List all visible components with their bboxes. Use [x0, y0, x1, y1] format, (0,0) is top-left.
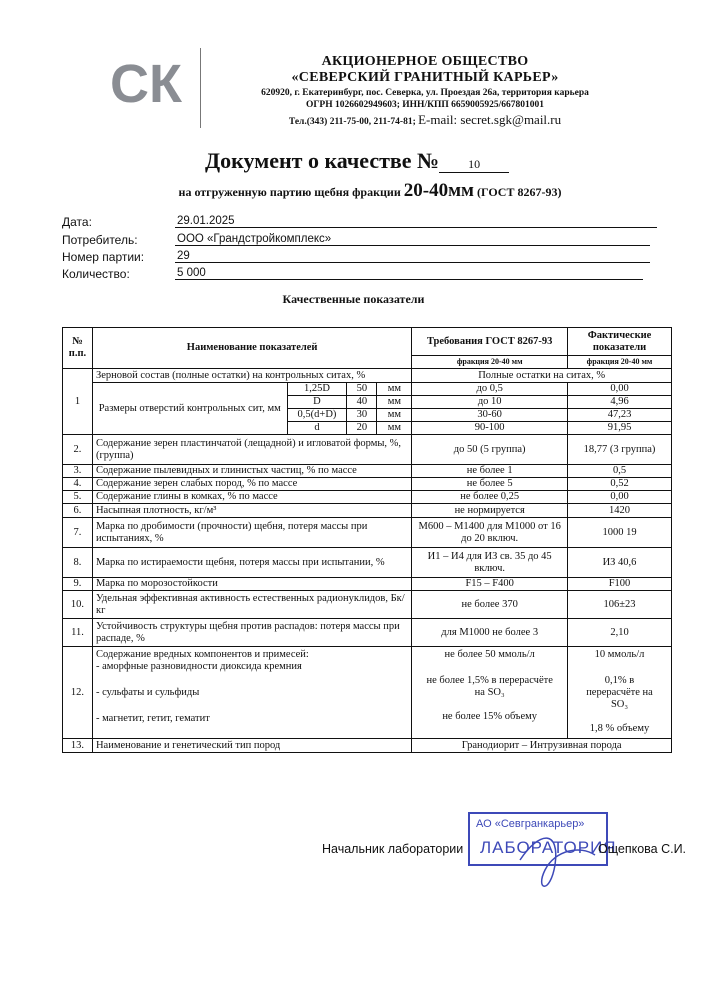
- sieves-label: Размеры отверстий контрольных сит, мм: [92, 383, 287, 435]
- customer-label: Потребитель:: [62, 233, 138, 247]
- row-actual: 2,10: [568, 619, 672, 647]
- row-num: 9.: [63, 578, 93, 591]
- table-row: [63, 578, 672, 591]
- row-num: 10.: [63, 591, 93, 619]
- sieve-unit: мм: [377, 409, 412, 422]
- row-num: 11.: [63, 619, 93, 647]
- row-requirement: F15 – F400: [412, 578, 568, 591]
- logo-text: СК: [110, 54, 182, 112]
- sieve-actual: 4,96: [568, 396, 672, 409]
- row-name: Содержание зерен пластинчатой (лещадной) и игловатой формы, %, (группа): [92, 435, 411, 465]
- row-requirement: М600 – М1400 для М1000 от 16 до 20 включ.: [412, 518, 568, 548]
- document-number: 10: [439, 157, 509, 173]
- sieve-requirement: до 0,5: [412, 383, 568, 396]
- table-row: [63, 548, 672, 578]
- header-requirements-fraction: фракция 20-40 мм: [412, 356, 568, 369]
- sieve-actual: 47,23: [568, 409, 672, 422]
- sieve-actual: 0,00: [568, 383, 672, 396]
- row-requirement: не более 370: [412, 591, 568, 619]
- sieve-unit: мм: [377, 422, 412, 435]
- header-divider: [200, 48, 201, 128]
- sieve-requirement: до 10: [412, 396, 568, 409]
- harmful-components-title: Содержание вредных компонентов и примесей:: [95, 649, 309, 660]
- row-actual: 106±23: [568, 591, 672, 619]
- row-num: 3.: [63, 465, 93, 478]
- sieve-requirement: 30-60: [412, 409, 568, 422]
- row-value: Гранодиорит – Интрузивная порода: [412, 739, 672, 753]
- sieve-size: 0,5(d+D): [287, 409, 347, 422]
- row-num: 5.: [63, 491, 93, 504]
- row-name: Содержание глины в комках, % по массе: [92, 491, 411, 504]
- harmful-req-sulfates: не более 1,5% в перерасчёте на SO₃: [426, 675, 553, 698]
- row-name: Наименование и генетический тип пород: [92, 739, 411, 753]
- row-name: Марка по дробимости (прочности) щебня, потеря массы при испытаниях, %: [92, 518, 411, 548]
- header-num: № п.п.: [63, 328, 93, 369]
- table-row: [63, 647, 672, 739]
- date-label: Дата:: [62, 215, 92, 229]
- row-actual: ИЗ 40,6: [568, 548, 672, 578]
- row-requirement: не нормируется: [412, 504, 568, 518]
- row-name: Зерновой состав (полные остатки) на контрольных ситах, %: [92, 369, 411, 383]
- sieve-row: [63, 383, 672, 396]
- table-row: [63, 619, 672, 647]
- sieve-size: d: [287, 422, 347, 435]
- signatory-position: Начальник лаборатории: [322, 842, 464, 856]
- quantity-value: 5 000: [175, 267, 643, 280]
- sieve-unit: мм: [377, 396, 412, 409]
- row-name: Удельная эффективная активность естественных радионуклидов, Бк/кг: [92, 591, 411, 619]
- sieve-mm: 20: [347, 422, 377, 435]
- row-actual: 1420: [568, 504, 672, 518]
- sieve-mm: 30: [347, 409, 377, 422]
- section-title: Качественные показатели: [282, 292, 425, 306]
- row-num: 1: [63, 369, 93, 435]
- company-name: «СЕВЕРСКИЙ ГРАНИТНЫЙ КАРЬЕР»: [291, 70, 559, 85]
- row-name: Марка по морозостойкости: [92, 578, 411, 591]
- sieve-size: D: [287, 396, 347, 409]
- sieve-size: 1,25D: [287, 383, 347, 396]
- harmful-act-magnetite: 1,8 % объему: [589, 723, 650, 734]
- row-name: Устойчивость структуры щебня против распадов: потеря массы при распаде, %: [92, 619, 411, 647]
- company-type: АКЦИОНЕРНОЕ ОБЩЕСТВО: [321, 54, 529, 69]
- table-row: [63, 518, 672, 548]
- row-num: 13.: [63, 739, 93, 753]
- table-header-row: [63, 328, 672, 356]
- row-actual: 0,00: [568, 491, 672, 504]
- table-row: [63, 478, 672, 491]
- table-row: [63, 369, 672, 383]
- row-num: 7.: [63, 518, 93, 548]
- sieve-unit: мм: [377, 383, 412, 396]
- harmful-item-silica: - аморфные разновидности диоксида кремния: [95, 661, 302, 672]
- row-num: 8.: [63, 548, 93, 578]
- sieve-requirement: 90-100: [412, 422, 568, 435]
- sieve-mm: 50: [347, 383, 377, 396]
- header-actual: Фактические показатели: [568, 328, 672, 356]
- quantity-label: Количество:: [62, 267, 130, 281]
- stamp-line-2: ЛАБОРАТОРИЯ: [480, 838, 617, 857]
- table-row: [63, 435, 672, 465]
- row-num: 4.: [63, 478, 93, 491]
- row-requirement: до 50 (5 группа): [412, 435, 568, 465]
- document-title-text: Документ о качестве №: [205, 148, 440, 173]
- header-name: Наименование показателей: [92, 328, 411, 369]
- subtitle-standard: (ГОСТ 8267-93): [476, 185, 562, 199]
- customer-value: ООО «Грандстройкомплекс»: [175, 233, 650, 246]
- row-name: Насыпная плотность, кг/м³: [92, 504, 411, 518]
- harmful-item-magnetite: - магнетит, гетит, гематит: [95, 713, 210, 724]
- row-name: Содержание зерен слабых пород, % по массе: [92, 478, 411, 491]
- subtitle-prefix: на отгруженную партию щебня фракции: [178, 185, 401, 199]
- header-actual-fraction: фракция 20-40 мм: [568, 356, 672, 369]
- handwritten-signature: [510, 820, 610, 900]
- row-requirement: И1 – И4 для ИЗ св. 35 до 45 включ.: [412, 548, 568, 578]
- batch-value: 29: [175, 250, 650, 263]
- company-logo: [110, 52, 190, 112]
- sieve-mm: 40: [347, 396, 377, 409]
- table-row: [63, 504, 672, 518]
- table-row: [63, 739, 672, 753]
- harmful-act-silica: 10 ммоль/л: [594, 649, 645, 660]
- harmful-req-silica: не более 50 ммоль/л: [444, 649, 535, 660]
- company-phone: Тел.(343) 211-75-00, 211-74-81;: [288, 117, 416, 127]
- row-num: 2.: [63, 435, 93, 465]
- row-actual: F100: [568, 578, 672, 591]
- row-requirement: не более 1: [412, 465, 568, 478]
- row-name: Марка по истираемости щебня, потеря массы при испытании, %: [92, 548, 411, 578]
- row-num: 6.: [63, 504, 93, 518]
- header-requirements: Требования ГОСТ 8267-93: [412, 328, 568, 356]
- date-value: 29.01.2025: [175, 215, 657, 228]
- row-actual: 1000 19: [568, 518, 672, 548]
- harmful-req-magnetite: не более 15% объему: [442, 711, 538, 722]
- stamp-line-1: АО «Севгранкарьер»: [476, 818, 585, 830]
- document-subtitle: [130, 180, 610, 202]
- harmful-item-sulfates: - сульфаты и сульфиды: [95, 687, 200, 698]
- sieve-actual: 91,95: [568, 422, 672, 435]
- table-row: [63, 591, 672, 619]
- table-row: [63, 465, 672, 478]
- row-requirement: не более 5: [412, 478, 568, 491]
- row-actual: 0,5: [568, 465, 672, 478]
- harmful-act-sulfates: 0,1% в перерасчёте на SO₃: [586, 675, 653, 710]
- harmful-requirements-cell: [412, 647, 568, 739]
- row-actual: 0,52: [568, 478, 672, 491]
- batch-label: Номер партии:: [62, 250, 145, 264]
- harmful-components-cell: [92, 647, 411, 739]
- table-row: [63, 491, 672, 504]
- row-requirement: не более 0,25: [412, 491, 568, 504]
- subtitle-fraction: 20-40мм: [403, 180, 474, 201]
- company-email: E-mail: secret.sgk@mail.ru: [418, 112, 562, 127]
- company-registration: ОГРН 1026602949603; ИНН/КПП 6659005925/667801001: [305, 100, 545, 110]
- document-title: [205, 148, 509, 174]
- row-actual: 18,77 (3 группа): [568, 435, 672, 465]
- signatory-name: Ощепкова С.И.: [598, 842, 687, 856]
- row-name: Содержание пылевидных и глинистых частиц, % по массе: [92, 465, 411, 478]
- quality-table: [62, 327, 672, 753]
- row-num: 12.: [63, 647, 93, 739]
- row-requirement: для М1000 не более 3: [412, 619, 568, 647]
- company-address: 620920, г. Екатеринбург, пос. Северка, ул. Проездая 26а, территория карьера: [261, 88, 589, 98]
- row-value: Полные остатки на ситах, %: [412, 369, 672, 383]
- harmful-actual-cell: [568, 647, 672, 739]
- company-contacts: [215, 112, 635, 128]
